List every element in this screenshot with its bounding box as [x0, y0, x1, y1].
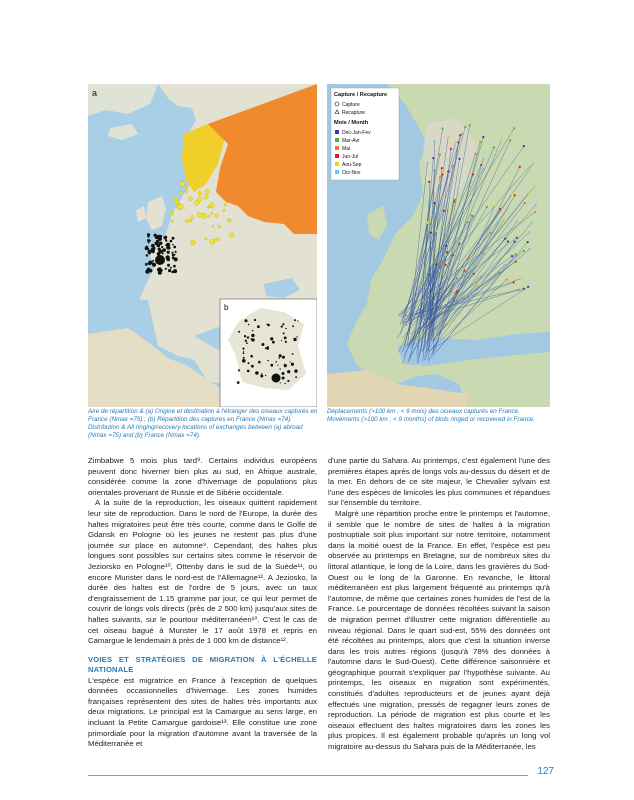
- france-capture-dot: [294, 369, 297, 372]
- capture-dot-foreign: [208, 215, 210, 217]
- france-capture-dot: [238, 369, 240, 371]
- france-capture-dot: [248, 362, 250, 364]
- legend-swatch: [335, 130, 339, 134]
- france-capture-dot: [275, 361, 277, 363]
- movement-point: [436, 230, 438, 232]
- france-capture-dot: [270, 364, 273, 367]
- france-capture-dot: [296, 336, 297, 337]
- paragraph: L'espèce est migratrice en France à l'exception de quelques données occasionnelles d'hivernage. Les zones humides françaises représentent des sites de haltes très importants aux deux migrations. Le principal est la Camargue au sens large, en incluant la Petite Camargue gardoise¹³. Elle constitue une zone primordiale pour la migration d'automne avant la traversée de la Méditerranée et: [88, 675, 317, 749]
- legend-swatch: [335, 170, 339, 174]
- movement-point: [509, 139, 511, 141]
- france-capture-dot: [284, 364, 287, 367]
- france-capture-dot: [247, 370, 250, 373]
- movement-point: [475, 153, 477, 155]
- france-capture-dot: [255, 371, 259, 375]
- capture-dot-foreign: [215, 238, 219, 242]
- capture-dot-foreign: [189, 197, 193, 201]
- movement-point: [499, 208, 501, 210]
- capture-dot-foreign: [178, 203, 180, 205]
- france-capture-dot: [279, 357, 280, 358]
- movement-point: [529, 248, 531, 250]
- movement-point: [464, 126, 466, 128]
- movement-point: [534, 185, 536, 187]
- france-capture-dot: [282, 323, 284, 325]
- legend-month-label: Mar-Avr: [342, 138, 360, 144]
- france-capture-dot: [251, 338, 254, 341]
- movements-map-svg: [327, 84, 550, 407]
- france-capture-dot: [292, 325, 294, 327]
- france-capture-dot: [244, 335, 246, 337]
- paragraph: Malgré une répartition proche entre le printemps et l'automne, il semble que le nombre de sites de haltes à la migration postnuptiale soit plus important sur notre territoire, notamment dans la moitié ouest de la France. En effet, l'espèce est peu observée au printemps en Bretagne, sur de nombreux sites du littoral atlantique, le long de la Loire, dans les gravières du Sud-Ouest ou le long de la Garonne. En revanche, le littoral méditerranéen est plus largement fréquenté au printemps qu'à l'automne, de même que certaines zones humides de l'est de la France. Le pourcentage de données récoltées suivant la saison de migration permet d'illustrer cette migration différentielle au niveau régional. Dans le quart sud-est, 55% des données ont été récoltées au printemps, alors que c'est la situation inverse dans les trois autres régions (jusqu'à 78% des données à l'automne dans le Sud-Ouest). Cette différence saisonnière et géographique pourrait s'expliquer par l'hypothèse suivante. Au printemps, les oiseaux en migration sont expérimentés, constitués d'adultes reproducteurs et de jeunes ayant déjà effectués une migration, pressés de regagner leurs zones de reproduction. La période de migration est plus courte et les oiseaux effectuent des haltes migratoires dans les zones les plus propices. Il est également probable qu'après un long vol migratoire au-dessus du Sahara puis de la Méditerranée, les: [328, 508, 550, 752]
- movement-point: [523, 145, 525, 147]
- movement-point: [451, 290, 453, 292]
- movements-map: [327, 84, 550, 407]
- movement-point: [462, 210, 464, 212]
- movement-point: [435, 260, 437, 262]
- movement-point: [507, 207, 509, 209]
- france-capture-dot: [279, 354, 282, 357]
- movement-point: [478, 283, 480, 285]
- movement-point: [479, 141, 481, 143]
- capture-dot-foreign: [174, 198, 178, 202]
- france-capture-dot: [254, 319, 256, 321]
- france-capture-dot: [280, 382, 281, 383]
- capture-dot-foreign: [210, 203, 215, 208]
- france-capture-dot-large: [272, 374, 281, 383]
- capture-dot: [175, 259, 177, 261]
- capture-dot: [171, 252, 173, 254]
- france-capture-dot: [252, 330, 254, 332]
- capture-dot: [146, 247, 149, 250]
- movement-point: [459, 134, 461, 136]
- movement-point: [433, 169, 435, 171]
- capture-dot: [146, 254, 148, 256]
- movement-point: [446, 251, 448, 253]
- left-column: [88, 456, 317, 750]
- france-capture-dot: [237, 381, 240, 384]
- movement-point: [443, 210, 445, 212]
- legend-capture: Capture: [342, 102, 360, 108]
- capture-dot-foreign: [211, 212, 213, 214]
- france-capture-dot: [246, 342, 248, 344]
- france-capture-dot: [297, 320, 298, 321]
- france-capture-dot: [257, 325, 260, 328]
- capture-dot: [168, 269, 171, 272]
- capture-dot-foreign: [204, 195, 208, 199]
- movement-point: [486, 206, 488, 208]
- movement-point: [503, 218, 505, 220]
- capture-dot: [165, 240, 167, 242]
- movement-point: [453, 200, 455, 202]
- capture-dot-foreign: [212, 225, 214, 227]
- france-capture-dot: [282, 356, 285, 359]
- movement-point: [469, 124, 471, 126]
- capture-dot-foreign: [218, 225, 221, 228]
- movement-point: [433, 262, 435, 264]
- france-capture-dot: [267, 360, 269, 362]
- france-capture-dot: [243, 357, 245, 359]
- capture-dot: [149, 269, 152, 272]
- movement-point: [527, 286, 529, 288]
- movement-point: [458, 243, 460, 245]
- france-capture-dot: [265, 347, 267, 349]
- france-capture-dot: [282, 372, 285, 375]
- movement-point: [511, 255, 513, 257]
- france-capture-dot: [281, 326, 283, 328]
- france-capture-dot: [238, 331, 240, 333]
- capture-dot: [161, 246, 163, 248]
- capture-dot: [148, 241, 150, 243]
- legend-title: Capture / Recapture: [334, 92, 388, 98]
- capture-dot: [175, 251, 177, 253]
- capture-dot: [167, 251, 170, 254]
- capture-dot: [152, 262, 154, 264]
- movement-point: [515, 261, 517, 263]
- movement-point: [463, 270, 465, 272]
- capture-dot-foreign: [185, 190, 188, 193]
- movement-point: [438, 182, 440, 184]
- france-capture-dot: [272, 341, 275, 344]
- movement-point: [467, 221, 469, 223]
- france-capture-dot: [261, 373, 262, 374]
- page-number: 127: [537, 766, 554, 777]
- movement-point: [498, 272, 500, 274]
- paragraph: d'une partie du Sahara. Au printemps, c'est également l'une des premières étapes après de longs vols au-dessus du désert et de la mer. En dehors de ce site majeur, le Chevalier sylvain est l'une des espèces de limicoles les plus communes et répandues sur l'ensemble du territoire.: [328, 456, 550, 508]
- movement-point: [468, 257, 470, 259]
- movement-point: [450, 148, 452, 150]
- movement-point: [437, 271, 439, 273]
- legend-swatch: [335, 162, 339, 166]
- capture-dot-foreign: [185, 186, 188, 189]
- capture-dot: [173, 246, 176, 249]
- france-capture-dot: [287, 370, 290, 373]
- france-capture-dot: [247, 336, 249, 338]
- movement-point: [515, 253, 517, 255]
- footer-rule: [88, 775, 528, 776]
- distribution-map: [88, 84, 317, 407]
- movement-point: [457, 141, 459, 143]
- capture-dot: [152, 249, 154, 251]
- movement-point: [428, 274, 430, 276]
- movement-point: [535, 204, 537, 206]
- legend-month-label: Aou-Sep: [342, 162, 362, 168]
- movement-point: [456, 290, 458, 292]
- movement-point: [452, 165, 454, 167]
- france-capture-dot: [277, 365, 278, 366]
- movement-point: [483, 157, 485, 159]
- movement-point: [430, 232, 432, 234]
- capture-dot: [166, 245, 170, 249]
- france-capture-dot: [251, 334, 254, 337]
- capture-dot: [158, 248, 161, 251]
- europe-distribution-map: [88, 84, 317, 407]
- capture-dot: [148, 261, 152, 265]
- france-capture-dot: [265, 375, 266, 376]
- france-capture-dot: [281, 340, 282, 341]
- france-capture-dot: [243, 351, 244, 352]
- capture-dot-foreign: [229, 233, 234, 238]
- movement-point: [470, 214, 472, 216]
- france-capture-dot: [270, 337, 273, 340]
- movement-point: [514, 194, 516, 196]
- movement-point: [504, 238, 506, 240]
- movement-point: [441, 173, 443, 175]
- capture-dot-foreign: [228, 218, 231, 221]
- france-capture-dot: [291, 363, 294, 366]
- movement-point: [445, 254, 447, 256]
- capture-dot: [159, 242, 162, 245]
- movement-point: [480, 164, 482, 166]
- movement-point: [518, 289, 520, 291]
- movement-point: [433, 140, 435, 142]
- capture-dot-foreign: [198, 197, 203, 202]
- movement-point: [428, 201, 430, 203]
- capture-dot: [172, 257, 175, 260]
- movement-point: [457, 282, 459, 284]
- capture-dot: [170, 267, 172, 269]
- legend-swatch: [335, 138, 339, 142]
- movement-point: [482, 168, 484, 170]
- movement-point: [493, 146, 495, 148]
- legend-month-title: Mois / Month: [334, 120, 369, 126]
- movement-point: [519, 166, 521, 168]
- france-capture-dot: [258, 361, 261, 364]
- france-capture-dot: [248, 324, 250, 326]
- france-capture-dot: [245, 340, 247, 342]
- movement-point: [507, 240, 509, 242]
- capture-dot: [153, 247, 155, 249]
- movement-point: [504, 264, 506, 266]
- capture-dot: [167, 264, 170, 267]
- movement-point: [446, 210, 448, 212]
- legend-recapture: Recapture: [342, 110, 366, 116]
- movement-point: [454, 142, 456, 144]
- movement-point: [523, 288, 525, 290]
- capture-dot-foreign: [198, 192, 202, 196]
- france-capture-dot: [285, 328, 286, 329]
- movement-point: [447, 171, 449, 173]
- movement-point: [498, 211, 500, 213]
- movement-point: [472, 173, 474, 175]
- france-capture-dot: [284, 337, 287, 340]
- capture-dot-foreign: [190, 240, 195, 245]
- panel-label-a: a: [92, 88, 98, 98]
- caption-map-a: Aire de répartition & (a) Origine et destination à l'étranger des oiseaux capturés en France (Nmax =75) ; (b) Répartition des captures en France (Nmax =74). Distribution & All ringing/recovery locations of exchanges between (a) abroad (Nmax =75) and (b) France (Nmax =74).: [88, 408, 318, 439]
- capture-dot-foreign: [215, 214, 219, 218]
- capture-dot: [147, 236, 149, 238]
- capture-dot: [172, 244, 174, 246]
- legend-swatch: [335, 154, 339, 158]
- france-capture-dot: [243, 352, 245, 354]
- movement-point: [441, 275, 443, 277]
- movement-point: [527, 241, 529, 243]
- movement-point: [439, 153, 441, 155]
- movement-point: [439, 176, 441, 178]
- movement-point: [442, 127, 444, 129]
- france-capture-dot: [283, 332, 285, 334]
- capture-dot-large: [155, 255, 165, 265]
- capture-dot: [155, 234, 157, 236]
- capture-dot: [152, 260, 154, 262]
- movement-point: [429, 264, 431, 266]
- movement-point: [456, 277, 458, 279]
- capture-dot: [174, 254, 176, 256]
- legend-swatch: [335, 146, 339, 150]
- france-capture-dot: [287, 380, 289, 382]
- movement-point: [528, 231, 530, 233]
- capture-dot: [166, 255, 170, 259]
- france-capture-dot: [294, 319, 296, 321]
- movement-point: [490, 232, 492, 234]
- capture-dot-foreign: [205, 238, 207, 240]
- capture-dot-foreign: [171, 220, 173, 222]
- france-capture-dot: [279, 368, 280, 369]
- capture-dot-foreign: [197, 212, 202, 217]
- capture-dot: [173, 265, 176, 268]
- movement-point: [498, 220, 500, 222]
- movement-point: [514, 241, 516, 243]
- capture-dot: [170, 240, 173, 243]
- france-capture-dot: [261, 343, 264, 346]
- movement-point: [505, 279, 507, 281]
- movement-point: [513, 127, 515, 129]
- movement-point: [426, 162, 428, 164]
- france-capture-dot: [242, 348, 244, 350]
- caption-map-b: Déplacements (>100 km ; < 9 mois) des oiseaux capturés en France. Movements (>100 km ; < 9 months) of birds ringed or recovered in France.: [327, 408, 535, 423]
- france-capture-dot: [242, 359, 246, 363]
- movement-point: [529, 165, 531, 167]
- movement-point: [458, 158, 460, 160]
- legend-month-label: Mai: [342, 146, 351, 152]
- france-capture-dot: [285, 341, 287, 343]
- capture-dot: [157, 268, 160, 271]
- capture-dot: [171, 271, 174, 274]
- capture-dot: [148, 252, 151, 255]
- paragraph: Zimbabwe 5 mois plus tard⁹. Certains individus européens peuvent donc hiverner bien plus au sud, en Afrique australe, considérée comme la zone d'hivernage de populations plus orientales provenant de Russie et de Sibérie occidentale.: [88, 456, 317, 497]
- movement-point: [494, 205, 496, 207]
- movement-point: [516, 237, 518, 239]
- capture-dot: [157, 235, 161, 239]
- movement-point: [447, 136, 449, 138]
- movement-point: [523, 250, 525, 252]
- france-capture-dot: [267, 324, 270, 327]
- capture-dot: [155, 242, 159, 246]
- movement-point: [534, 211, 536, 213]
- movement-point: [427, 222, 429, 224]
- movement-point: [432, 157, 434, 159]
- movement-point: [532, 163, 534, 165]
- france-capture-dot: [295, 376, 297, 378]
- france-capture-dot: [245, 319, 248, 322]
- movement-point: [513, 281, 515, 283]
- legend-month-label: Oct-Nov: [342, 170, 361, 176]
- france-capture-dot: [266, 324, 267, 325]
- movement-point: [445, 264, 447, 266]
- france-capture-dot: [285, 383, 286, 384]
- capture-dot: [163, 236, 166, 239]
- movement-point: [520, 278, 522, 280]
- capture-dot-foreign: [170, 211, 174, 215]
- movement-point: [531, 222, 533, 224]
- right-column: [328, 456, 550, 753]
- france-capture-dot: [293, 338, 296, 341]
- map-legend: [331, 88, 399, 180]
- movement-point: [435, 263, 437, 265]
- movement-point: [500, 139, 502, 141]
- movement-point: [524, 202, 526, 204]
- panel-label-b: b: [224, 303, 229, 312]
- france-capture-dot: [260, 375, 263, 378]
- movement-point: [428, 181, 430, 183]
- france-capture-dot: [292, 353, 294, 355]
- capture-dot-foreign: [190, 220, 192, 222]
- france-capture-dot: [282, 377, 285, 380]
- legend-month-label: Jun-Jul: [342, 154, 359, 160]
- movement-point: [516, 220, 518, 222]
- france-capture-dot: [250, 355, 253, 358]
- capture-dot-foreign: [223, 209, 225, 211]
- movement-point: [441, 167, 443, 169]
- movement-point: [433, 202, 435, 204]
- movement-point: [479, 275, 481, 277]
- movement-point: [452, 254, 454, 256]
- capture-dot-foreign: [186, 219, 190, 223]
- movement-point: [445, 245, 447, 247]
- france-capture-dot: [290, 361, 291, 362]
- movement-point: [528, 192, 530, 194]
- section-heading: VOIES ET STRATÉGIES DE MIGRATION À L'ÉCHELLE NATIONALE: [88, 654, 317, 674]
- capture-dot-foreign: [210, 239, 215, 244]
- capture-dot-foreign: [180, 182, 185, 187]
- france-capture-dot: [251, 365, 254, 368]
- movement-point: [473, 273, 475, 275]
- capture-dot-foreign: [190, 215, 194, 219]
- capture-dot-foreign: [179, 191, 182, 194]
- movement-point: [483, 253, 485, 255]
- capture-dot: [145, 263, 148, 266]
- capture-dot-foreign: [205, 190, 210, 195]
- capture-dot: [165, 268, 167, 270]
- movement-point: [511, 193, 513, 195]
- capture-dot-foreign: [224, 203, 227, 206]
- legend-month-label: Dec-Jan-Fev: [342, 130, 371, 136]
- paragraph: A la suite de la reproduction, les oiseaux quittent rapidement leur site de reproduction. Dans le nord de l'Europe, la durée des haltes migratoires peut être très courte, comme dans le Golfe de Gdansk en Pologne où les jeunes ne restent pas plus d'une journée sur place en automne⁹. Cependant, des haltes plus longues sont possibles sur certains sites comme le réservoir de Jeziorsko en Pologne¹⁰, Ottenby dans le sud de la Suède¹¹, ou encore Munster dans le nord-est de l'Allemagne¹². A Jeziosko, la durée des haltes est de l'ordre de 5 jours, avec un taux d'engraissement de 1.15 gramme par jour, ce qui leur permet de couvrir de longs vols directs (près de 2 500 km) jusqu'aux sites de haltes suivants, sur le pourtour méditerranéen¹⁰. C'est le cas de cet oiseau bagué à Munster le 17 août 1978 et repris en Camargue le lendemain à près de 1 000 km de distance¹².: [88, 498, 317, 646]
- movement-point: [482, 136, 484, 138]
- capture-dot: [172, 237, 175, 240]
